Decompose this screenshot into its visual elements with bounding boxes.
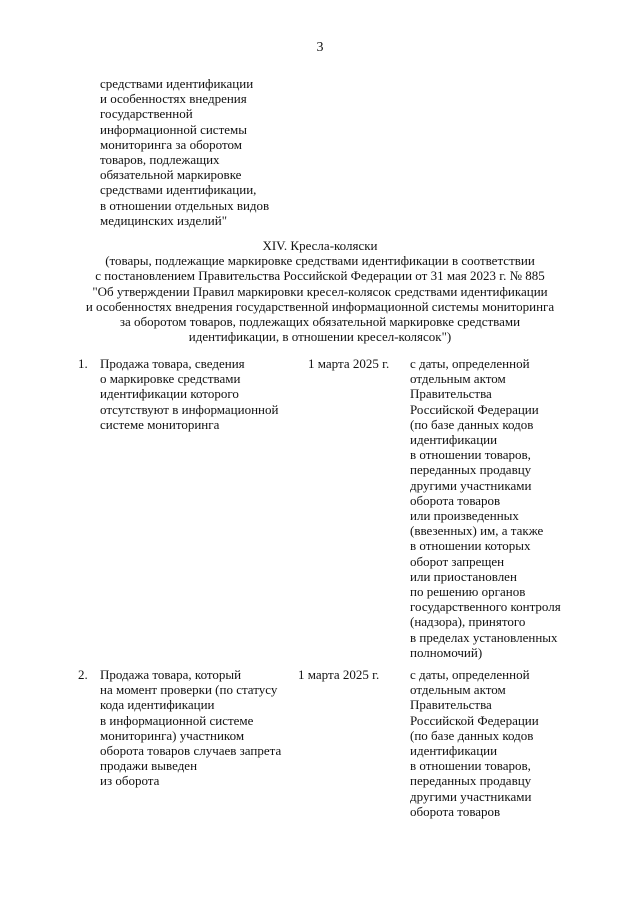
text-line: Правительства [410,697,492,713]
text-line: другими участниками [410,477,532,493]
text-line: государственной [100,106,193,122]
row-description [100,356,290,432]
page-number: 3 [316,40,324,55]
text-line: Продажа товара, который [100,667,242,682]
text-line: Российской Федерации [410,712,539,728]
text-line: отдельным актом [410,371,506,387]
text-line: (товары, подлежащие маркировке средствами идентификации в соответствии [105,253,535,269]
row-number: 1. [78,356,88,371]
text-line: и особенностях внедрения государственной информационной системы мониторинга [85,298,555,314]
text-line: идентификации [410,743,498,759]
text-line: "Об утверждении Правил маркировки кресел-колясок средствами идентификации [92,283,548,299]
text-line: за оборотом товаров, подлежащих обязательной маркировке средствами [119,314,521,330]
text-line: оборота товаров [410,803,501,819]
text-line: идентификации [410,432,498,448]
text-line: мониторинга за оборотом [100,136,243,152]
text-line: средствами идентификации, [100,182,257,198]
text-line: медицинских изделий" [100,212,228,228]
text-line: с даты, определенной [410,667,530,682]
text-line: полномочий) [410,644,483,660]
row-condition [410,356,580,660]
text-line: в пределах установленных [410,629,558,645]
text-line: другими участниками [410,788,532,804]
row-description [100,667,290,789]
text-line: в информационной системе [100,712,254,728]
text-line: по решению органов [410,584,526,600]
text-line: товаров, подлежащих [100,152,220,168]
text-line: идентификации которого [100,386,239,402]
section-subtitle [60,253,580,344]
section-header [60,238,580,344]
text-line: обязательной маркировке [100,167,242,183]
text-line: с даты, определенной [410,356,530,371]
text-line: переданных продавцу [410,462,532,478]
text-line: (ввезенных) им, а также [410,523,544,539]
text-line: (по базе данных кодов [410,416,534,432]
row-date: 1 марта 2025 г. [298,667,380,682]
text-line: с постановлением Правительства Российской Федерации от 31 мая 2023 г. № 885 [95,268,545,284]
text-line: в отношении товаров, [410,758,531,774]
text-line: (надзора), принятого [410,614,526,630]
text-line: из оборота [100,773,160,789]
text-line: продажи выведен [100,758,198,774]
section-title: XIV. Кресла-коляски [262,238,378,253]
text-line: системе мониторинга [100,416,220,432]
text-line: отсутствуют в информационной [100,401,279,417]
text-line: идентификации, в отношении кресел-колясок") [188,329,452,345]
text-line: оборота товаров [410,492,501,508]
row-condition [410,667,580,819]
text-line: в отношении отдельных видов [100,197,270,213]
text-line: отдельным актом [410,682,506,698]
text-line: Правительства [410,386,492,402]
text-line: кода идентификации [100,697,215,713]
text-line: оборота товаров случаев запрета [100,743,282,759]
text-line: Российской Федерации [410,401,539,417]
text-line: мониторинга) участником [100,727,245,743]
text-line: или произведенных [410,508,519,524]
text-line: информационной системы [100,121,247,137]
text-line: государственного контроля [410,599,561,615]
text-line: о маркировке средствами [100,371,241,387]
text-line: в отношении товаров, [410,447,531,463]
text-line: оборот запрещен [410,553,505,569]
text-line: и особенностях внедрения [100,91,247,107]
text-line: в отношении которых [410,538,531,554]
text-line: или приостановлен [410,568,517,584]
text-line: переданных продавцу [410,773,532,789]
text-line: (по базе данных кодов [410,727,534,743]
intro-text [100,76,269,228]
row-number: 2. [78,667,88,682]
row-date: 1 марта 2025 г. [308,356,390,371]
text-line: средствами идентификации [100,76,254,91]
text-line: Продажа товара, сведения [100,356,245,371]
text-line: на момент проверки (по статусу [100,682,278,698]
